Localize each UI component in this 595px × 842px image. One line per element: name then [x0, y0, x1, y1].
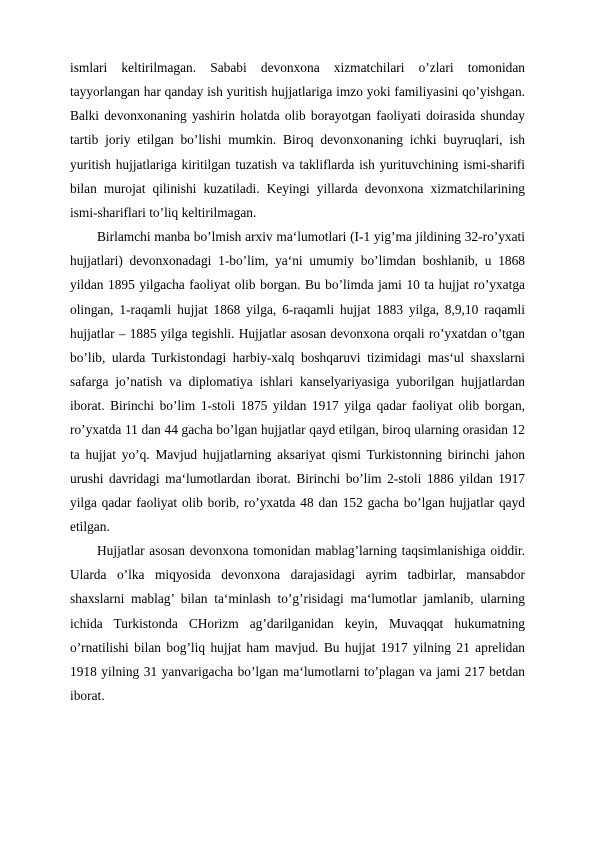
body-text: [70, 56, 525, 708]
paragraph-3: Hujjatlar asosan devonxona tomonidan mablag’larning taqsimlanishiga oiddir. Ularda o’lka miqyosida devonxona darajasidagi ayrim tadbirlar, mansabdor shaxslarni mablag’ bilan ta‘minlash to’g’risidagi ma‘lumotlar jamlanib, ularning ichida Turkistonda CHorizm ag’darilganidan keyin, Muvaqqat hukumatning o’rnatilishi bilan bog’liq hujjat ham mavjud. Bu hujjat 1917 yilning 21 aprelidan 1918 yilning 31 yanvarigacha bo’lgan ma‘lumotlarni to’plagan va jami 217 betdan iborat.: [70, 543, 525, 704]
paragraph-1: ismlari keltirilmagan. Sababi devonxona xizmatchilari o’zlari tomonidan tayyorlangan har qanday ish yuritish hujjatlariga imzo yoki familiyasini qo’yishgan. Balki devonxonaning yashirin holatda olib borayotgan faoliyati doirasida shunday tartib joriy etilgan bo’lishi mumkin. Biroq devonxonaning ichki buyruqlari, ish yuritish hujjatlariga kiritilgan tuzatish va takliflarda ish yurituvchining ismi-sharifi bilan murojat qilinishi kuzatiladi. Keyingi yillarda devonxona xizmatchilarining ismi-shariflari to’liq keltirilmagan.: [70, 60, 525, 220]
paragraph-2: Birlamchi manba bo’lmish arxiv ma‘lumotlari (I-1 yig’ma jildining 32-ro’yxati hujjatlari) devonxonadagi 1-bo’lim, ya‘ni umumiy bo’limdan boshlanib, u 1868 yildan 1895 yilgacha faoliyat olib borgan. Bu bo’limda jami 10 ta hujjat ro’yxatga olingan, 1-raqamli hujjat 1868 yilga, 6-raqamli hujjat 1883 yilga, 8,9,10 raqamli hujjatlar – 1885 yilga tegishli. Hujjatlar asosan devonxona orqali ro’yxatdan o’tgan bo’lib, ularda Turkistondagi harbiy-xalq boshqaruvi tizimidagi mas‘ul shaxslarni safarga jo’natish va diplomatiya ishlari kanselyariyasiga yuborilgan hujjatlardan iborat. Birinchi bo’lim 1-stoli 1875 yildan 1917 yilga qadar faoliyat olib borgan, ro’yxatda 11 dan 44 gacha bo’lgan hujjatlar qayd etilgan, biroq ularning orasidan 12 ta hujjat yo’q. Mavjud hujjatlarning aksariyat qismi Turkistonning birinchi jahon urushi davridagi ma‘lumotlardan iborat. Birinchi bo’lim 2-stoli 1886 yildan 1917 yilga qadar faoliyat olib borib, ro’yxatda 48 dan 152 gacha bo’lgan hujjatlar qayd etilgan.: [70, 229, 525, 534]
